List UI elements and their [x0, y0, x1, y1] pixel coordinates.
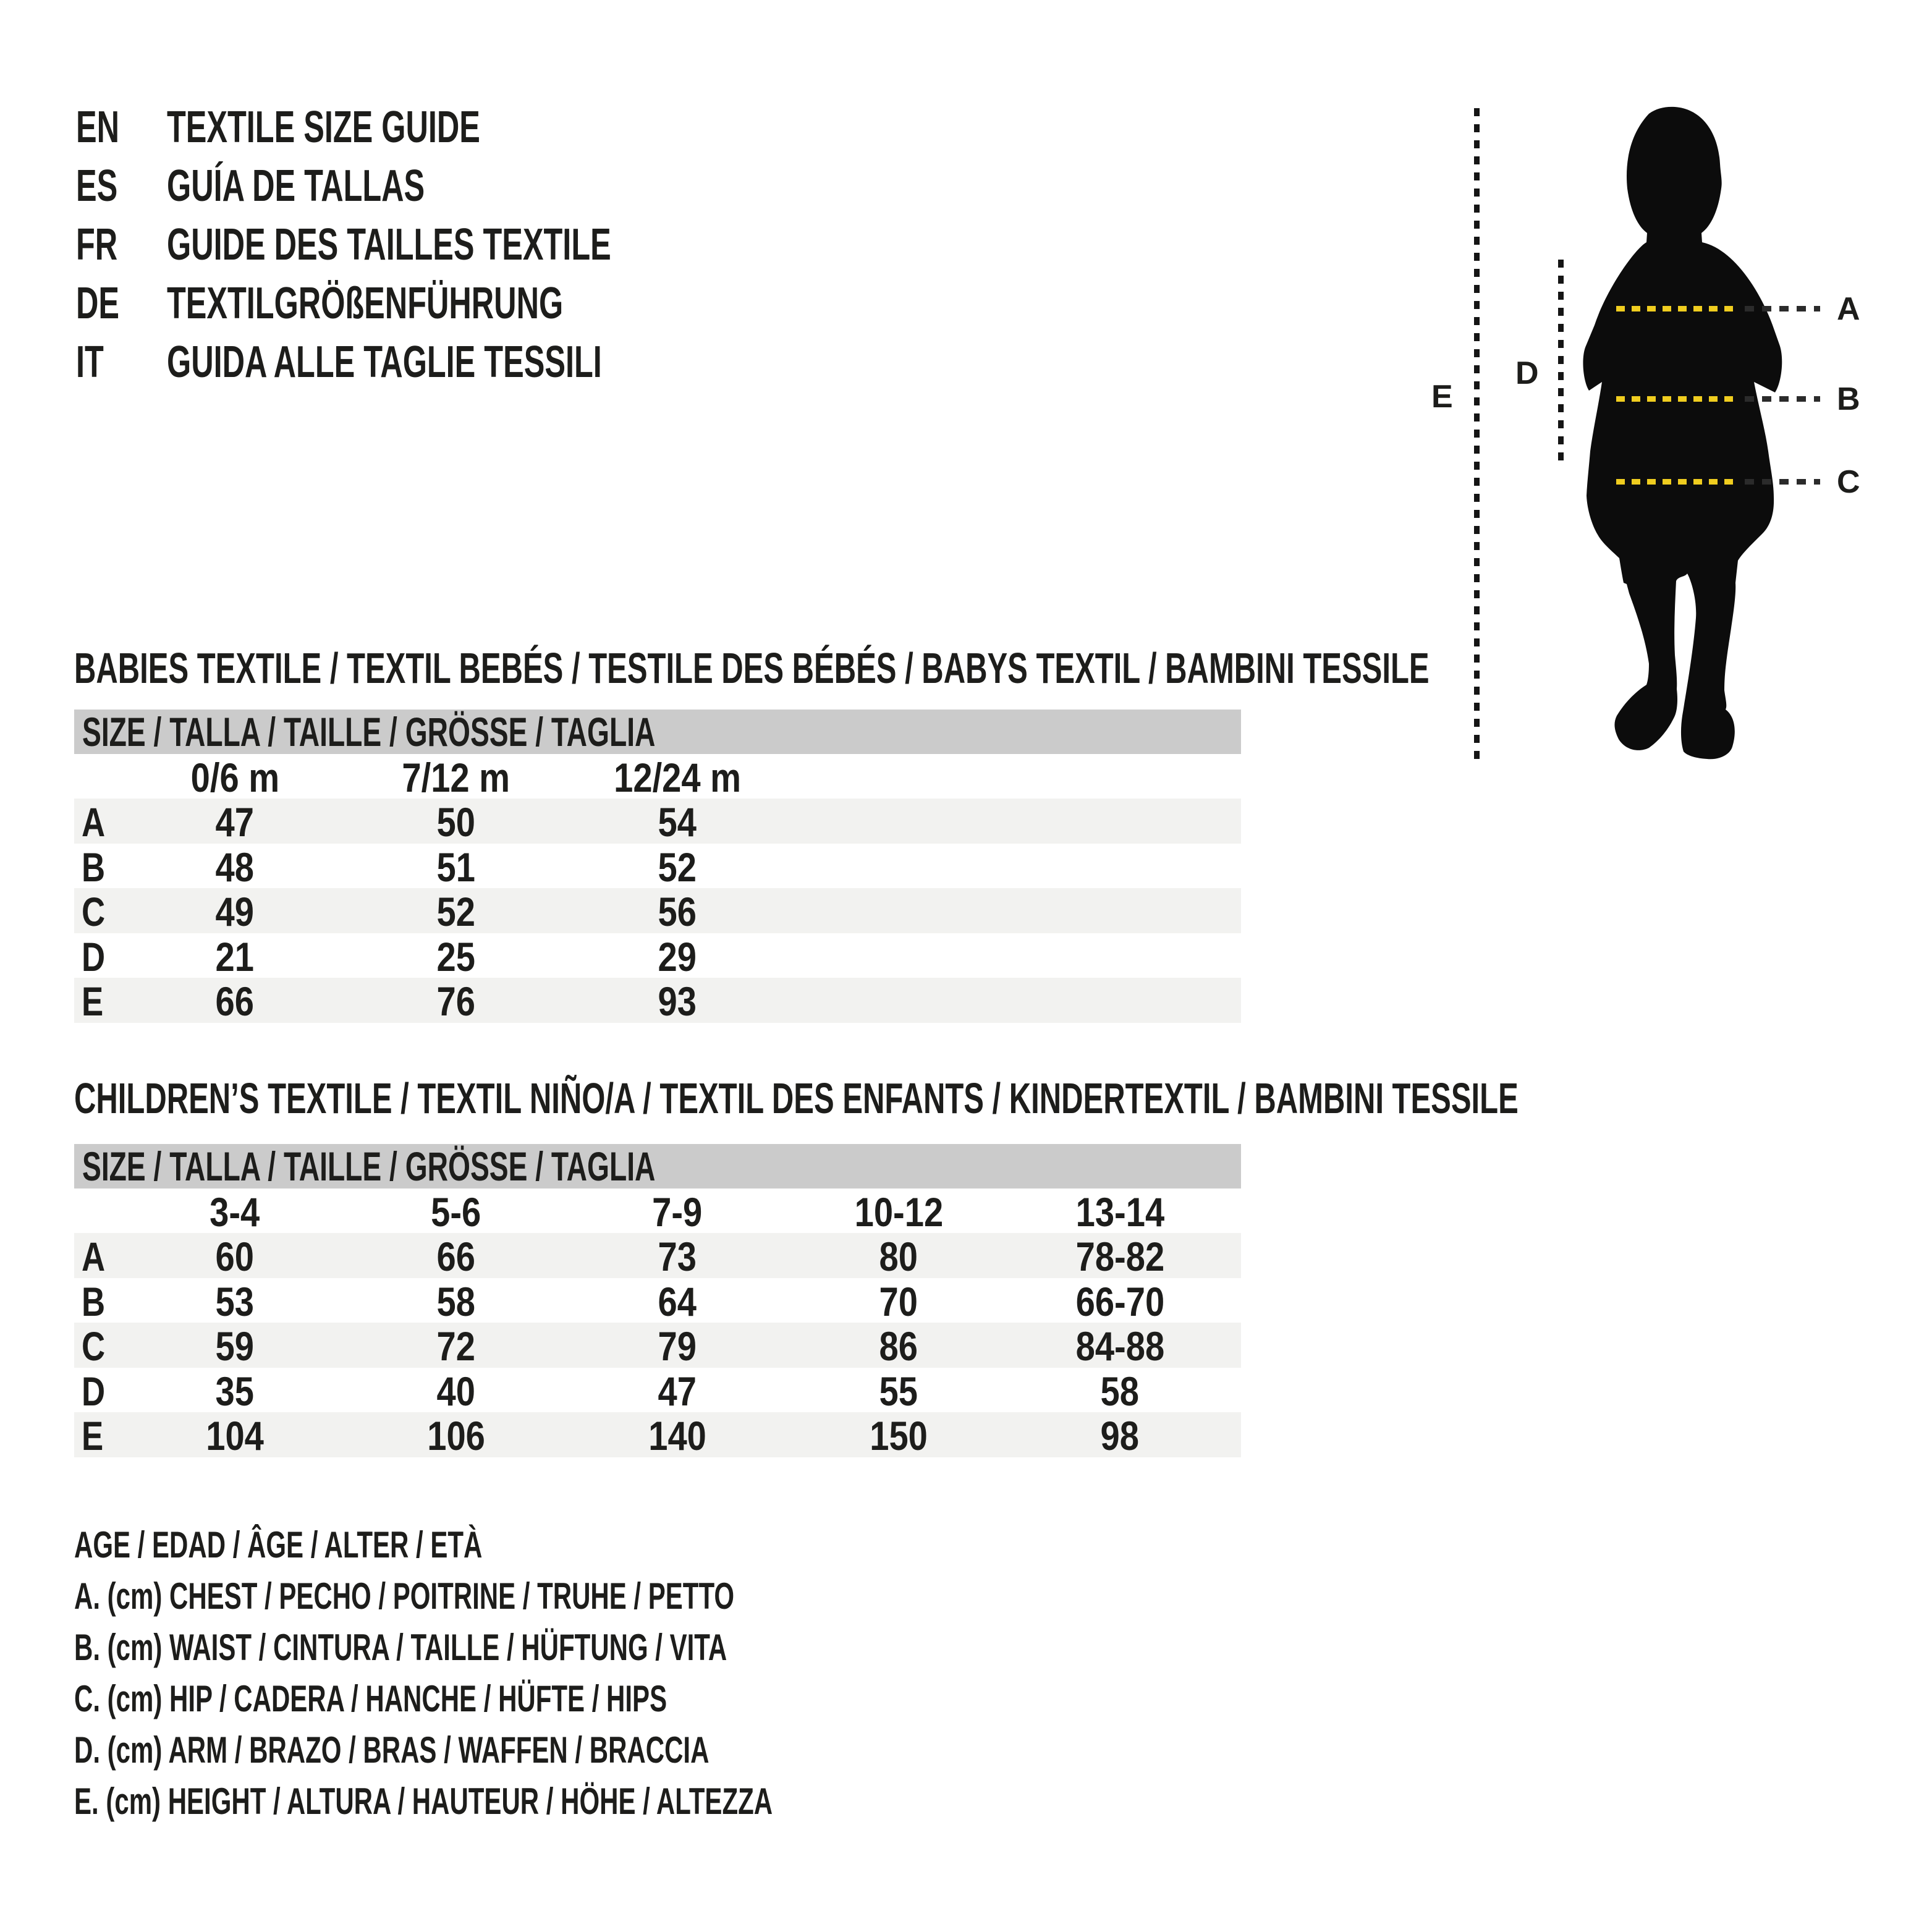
guide-title-de: TEXTILGRÖßENFÜHRUNG: [167, 278, 564, 328]
figure-label-d: D: [1515, 355, 1539, 391]
figure-label-b: B: [1837, 381, 1860, 417]
babies-column-header-row: [74, 754, 1241, 799]
table-row: A 60 66 73 80 78-82: [74, 1233, 1241, 1278]
table-row: B 48 51 52: [82, 844, 697, 890]
figure-label-c: C: [1837, 464, 1860, 500]
language-code: EN: [76, 102, 120, 152]
language-title-block: [76, 98, 802, 391]
table-row: D 35 40 47 55 58: [82, 1368, 1140, 1414]
guide-title-fr: GUIDE DES TAILLES TEXTILE: [167, 219, 611, 269]
waist-measure-line: [1616, 396, 1740, 402]
guide-title-es: GUÍA DE TALLAS: [167, 161, 425, 211]
children-col-3-4: 3-4: [210, 1189, 260, 1235]
measurement-legend: [74, 1519, 1072, 1827]
table-row: C 49 52 56: [74, 888, 1241, 933]
children-section-heading: CHILDREN’S TEXTILE / TEXTIL NIÑO/A / TEXTIL DES ENFANTS / KINDERTEXTIL / BAMBINI TESSILE: [74, 1074, 1519, 1122]
chest-measure-leader: [1745, 306, 1820, 311]
table-row: C 59 72 79 86 84-88: [74, 1323, 1241, 1368]
figure-label-a: A: [1837, 291, 1860, 327]
language-row-en: [76, 98, 802, 156]
children-col-10-12: 10-12: [854, 1189, 943, 1235]
legend-arm: D. (cm) ARM / BRAZO / BRAS / WAFFEN / BRACCIA: [74, 1729, 710, 1771]
children-size-table: [74, 1144, 1241, 1457]
arm-guide-line-d: [1558, 260, 1564, 468]
hip-measure-leader: [1745, 479, 1820, 485]
language-code: ES: [76, 161, 118, 211]
babies-col-12-24m: 12/24 m: [614, 755, 741, 800]
babies-col-0-6m: 0/6 m: [190, 755, 279, 800]
hip-measure-line: [1616, 479, 1740, 485]
table-row: E 104 106 140 150 98: [74, 1412, 1241, 1457]
table-row: A 47 50 54: [74, 799, 1241, 844]
chest-measure-line: [1616, 306, 1740, 311]
children-column-header-row: [74, 1188, 1241, 1233]
language-row-es: [76, 156, 802, 215]
legend-age: AGE / EDAD / ÂGE / ALTER / ETÀ: [74, 1524, 483, 1566]
legend-height: E. (cm) HEIGHT / ALTURA / HAUTEUR / HÖHE / ALTEZZA: [74, 1781, 773, 1822]
language-row-fr: [76, 215, 802, 274]
language-row-de: [76, 274, 802, 333]
language-code: IT: [76, 337, 104, 387]
babies-size-header-bar: SIZE / TALLA / TAILLE / GRÖSSE / TAGLIA: [74, 710, 1241, 754]
table-row: D 21 25 29: [82, 933, 697, 980]
language-row-it: [76, 333, 802, 391]
children-col-5-6: 5-6: [431, 1189, 481, 1235]
language-code: DE: [76, 278, 120, 328]
guide-title-en: TEXTILE SIZE GUIDE: [167, 102, 480, 152]
children-col-7-9: 7-9: [652, 1189, 703, 1235]
legend-waist: B. (cm) WAIST / CINTURA / TAILLE / HÜFTUNG / VITA: [74, 1627, 727, 1668]
legend-hip: C. (cm) HIP / CADERA / HANCHE / HÜFTE / HIPS: [74, 1678, 667, 1719]
children-size-header-bar: SIZE / TALLA / TAILLE / GRÖSSE / TAGLIA: [74, 1144, 1241, 1188]
babies-col-7-12m: 7/12 m: [402, 755, 511, 800]
legend-chest: A. (cm) CHEST / PECHO / POITRINE / TRUHE / PETTO: [74, 1575, 735, 1617]
table-row: E 66 76 93: [74, 978, 1241, 1023]
guide-title-it: GUIDA ALLE TAGLIE TESSILI: [167, 337, 602, 387]
table-row: B 53 58 64 70 66-70: [82, 1278, 1164, 1324]
waist-measure-leader: [1745, 396, 1820, 402]
babies-size-table: [74, 710, 1241, 1023]
figure-label-e: E: [1431, 379, 1453, 415]
measurement-figure: [1421, 93, 1932, 810]
children-col-13-14: 13-14: [1075, 1189, 1164, 1235]
babies-section-heading: BABIES TEXTILE / TEXTIL BEBÉS / TESTILE DES BÉBÉS / BABYS TEXTIL / BAMBINI TESSILE: [74, 644, 1430, 692]
language-code: FR: [76, 219, 118, 269]
